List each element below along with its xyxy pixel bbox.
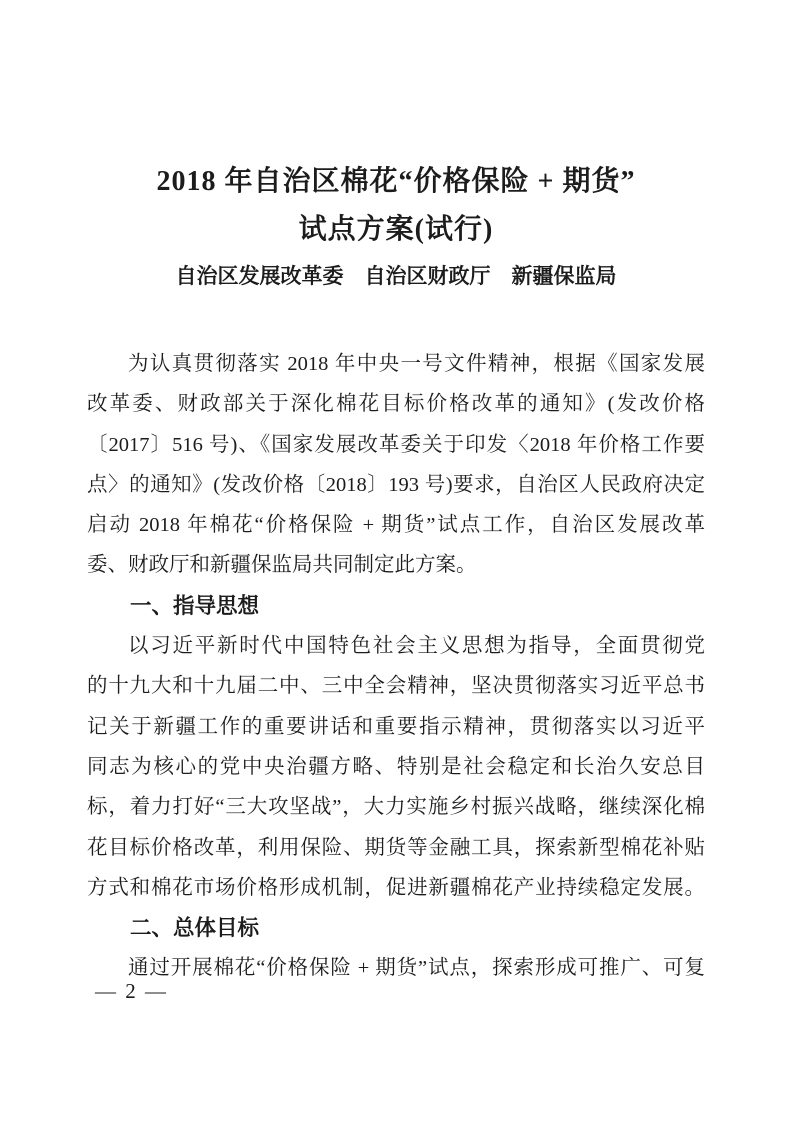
body-line: 方式和棉花市场价格形成机制，促进新疆棉花产业持续稳定发展。 [87, 876, 705, 899]
document-title-line-1: 2018 年自治区棉花“价格保险 + 期货” [156, 166, 636, 197]
page-number: — 2 — [95, 979, 168, 1003]
document-title-line-2: 试点方案(试行) [298, 214, 494, 245]
body-line: 为认真贯彻落实 2018 年中央一号文件精神，根据《国家发展 [128, 353, 705, 375]
body-line: 记关于新疆工作的重要讲话和重要指示精神，贯彻落实以习近平 [87, 715, 705, 738]
body-line: 通过开展棉花“价格保险 + 期货”试点，探索形成可推广、可复 [128, 957, 705, 980]
body-line: 同志为核心的党中央治疆方略、特别是社会稳定和长治久安总目 [87, 755, 705, 778]
section-heading-overall-goal: 二、总体目标 [130, 916, 260, 941]
body-line: 花目标价格改革，利用保险、期货等金融工具，探索新型棉花补贴 [87, 836, 705, 859]
body-line: 点〉的通知》(发改价格〔2018〕193 号)要求，自治区人民政府决定 [87, 473, 705, 496]
body-line: 〔2017〕516 号)、《国家发展改革委关于印发〈2018 年价格工作要 [87, 433, 705, 456]
body-line: 标，着力打好“三大攻坚战”，大力实施乡村振兴战略，继续深化棉 [87, 796, 705, 819]
body-line: 启动 2018 年棉花“价格保险 + 期货”试点工作，自治区发展改革 [87, 514, 705, 537]
body-line: 的十九大和十九届二中、三中全会精神，坚决贯彻落实习近平总书 [87, 675, 705, 698]
section-heading-guiding-ideology: 一、指导思想 [130, 593, 260, 618]
body-line: 委、财政厅和新疆保监局共同制定此方案。 [87, 554, 477, 577]
document-byline: 自治区发展改革委 自治区财政厅 新疆保监局 [175, 264, 617, 288]
body-line: 以习近平新时代中国特色社会主义思想为指导，全面贯彻党 [128, 635, 705, 658]
body-line: 改革委、财政部关于深化棉花目标价格改革的通知》(发改价格 [87, 393, 705, 416]
document-body [87, 344, 705, 989]
